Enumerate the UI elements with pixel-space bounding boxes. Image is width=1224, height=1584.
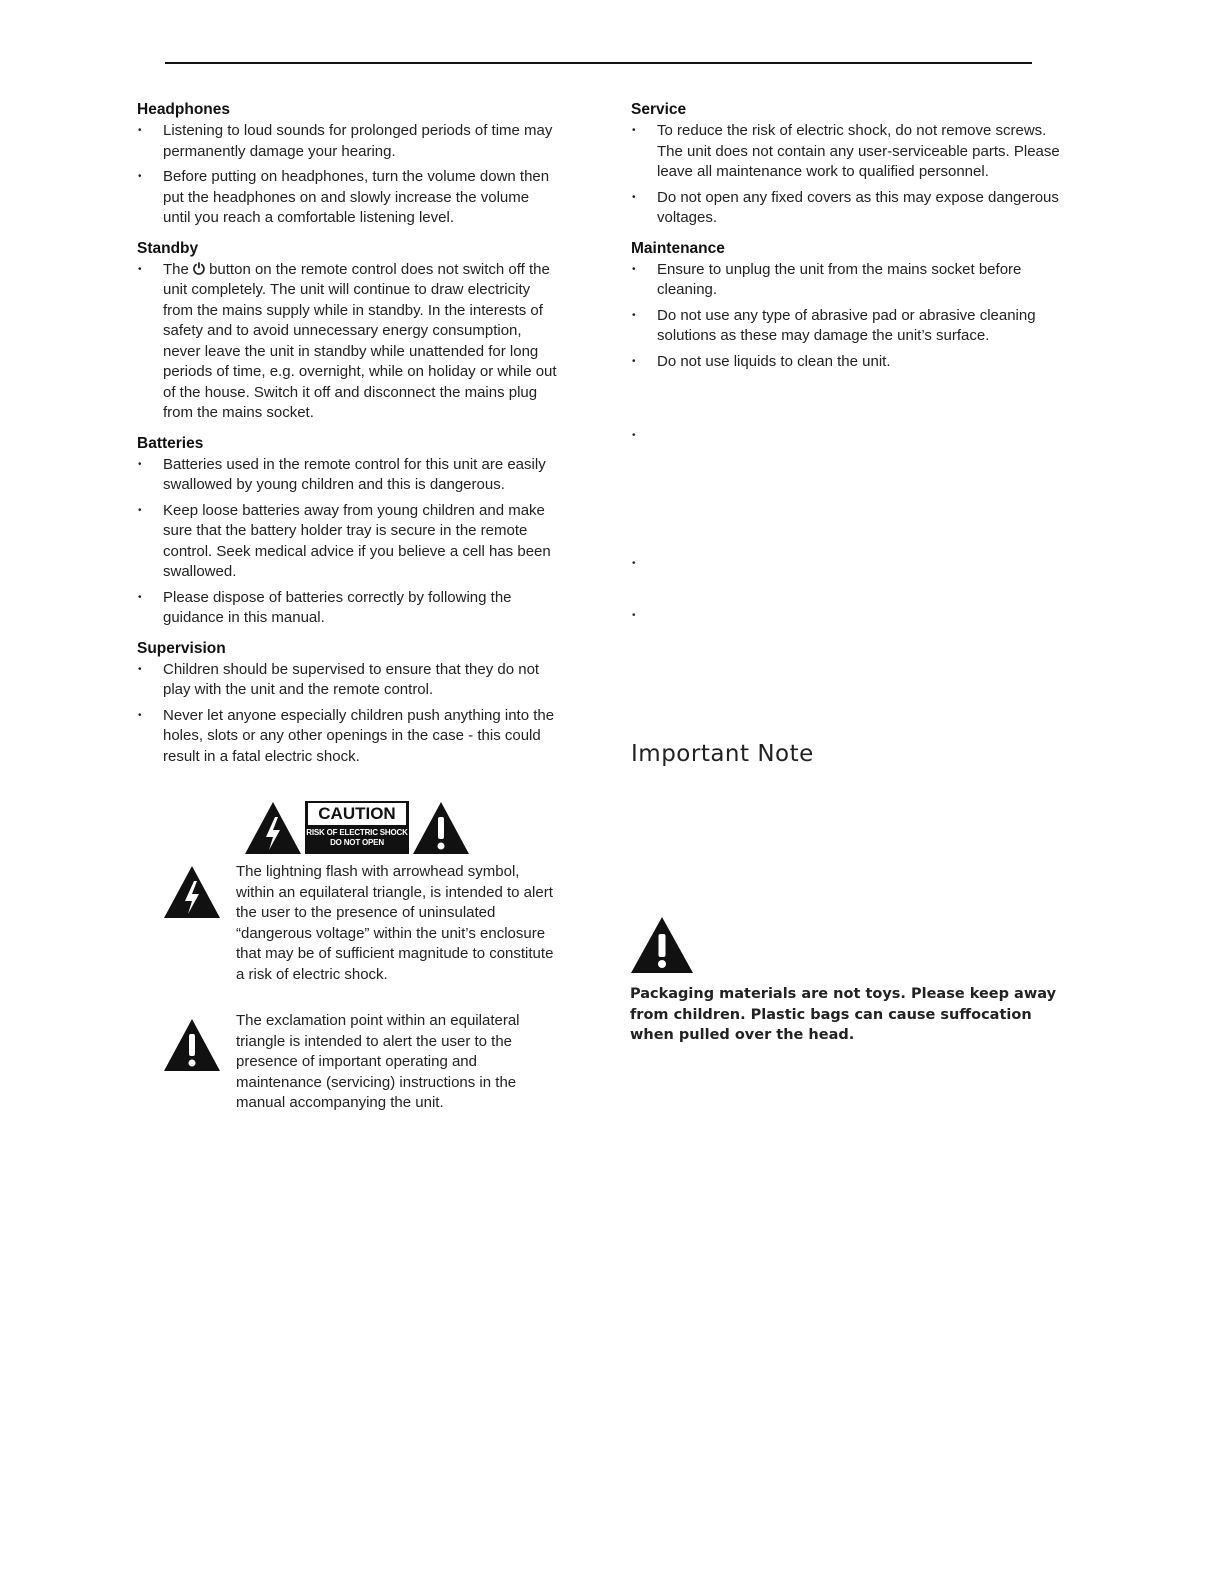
list-item: • Ensure to unplug the unit from the mains socket before cleaning. bbox=[631, 260, 1071, 301]
caution-line1: RISK OF ELECTRIC SHOCK bbox=[306, 828, 408, 837]
important-note-title: Important Note bbox=[631, 741, 814, 767]
packaging-warning: Packaging materials are not toys. Please keep away from children. Plastic bags can cause suffocation when pulled over the head. bbox=[630, 986, 1057, 1043]
section-title: Batteries bbox=[137, 434, 204, 452]
exclamation-symbol-text: The exclamation point within an equilateral triangle is intended to alert the user to the presence of important operating and maintenance (servicing) instructions in the manual accompanying the unit. bbox=[236, 1012, 520, 1111]
list-item: • Please dispose of batteries correctly by following the guidance in this manual. bbox=[137, 588, 557, 629]
headphones-section bbox=[137, 100, 557, 229]
list-item: • Children should be supervised to ensure that they do not play with the unit and the remote control. bbox=[137, 660, 557, 701]
section-title: Service bbox=[631, 101, 687, 118]
empty-bullet: • bbox=[632, 558, 636, 569]
list-item: • Do not open any fixed covers as this may expose dangerous voltages. bbox=[631, 188, 1071, 229]
list-item: • Do not use liquids to clean the unit. bbox=[631, 352, 1071, 373]
list-item: • Before putting on headphones, turn the volume down then put the headphones on and slowly increase the volume until you reach a comfortable listening level. bbox=[137, 167, 557, 229]
caution-box bbox=[305, 801, 409, 854]
exclamation-triangle-icon bbox=[630, 916, 694, 974]
top-rule bbox=[165, 62, 1032, 64]
empty-bullet: • bbox=[632, 610, 636, 621]
section-title: Headphones bbox=[137, 101, 231, 118]
left-column bbox=[137, 100, 557, 777]
exclamation-symbol-explanation bbox=[163, 1011, 563, 1121]
empty-bullet: • bbox=[632, 430, 636, 441]
list-item: • Do not use any type of abrasive pad or abrasive cleaning solutions as these may damage the unit’s surface. bbox=[631, 306, 1071, 347]
supervision-section bbox=[137, 639, 557, 768]
caution-label bbox=[244, 801, 474, 855]
lightning-triangle-icon bbox=[163, 865, 221, 919]
standby-section bbox=[137, 239, 557, 424]
lightning-symbol-text: The lightning flash with arrowhead symbol, within an equilateral triangle, is intended to alert the user to the presence of uninsulated “dangerous voltage” within the unit’s enclosure that may be of sufficient magnitude to constitute a risk of electric shock. bbox=[236, 863, 554, 983]
right-column bbox=[631, 100, 1071, 382]
section-title: Maintenance bbox=[631, 239, 725, 257]
power-icon: ⏻ bbox=[193, 260, 205, 278]
list-item bbox=[137, 260, 557, 424]
section-title: Standby bbox=[137, 239, 199, 257]
section-title: Supervision bbox=[137, 639, 226, 657]
maintenance-section bbox=[631, 239, 1071, 373]
exclamation-triangle-icon bbox=[163, 1018, 221, 1072]
list-item: • Batteries used in the remote control for this unit are easily swallowed by young children and this is dangerous. bbox=[137, 455, 557, 496]
service-section bbox=[631, 100, 1071, 229]
list-item: • Keep loose batteries away from young children and make sure that the battery holder tray is secure in the remote control. Seek medical advice if you believe a cell has been swallowed. bbox=[137, 501, 557, 583]
standby-text: button on the remote control does not switch off the unit completely. The unit will continue to draw electricity from the mains supply while in standby. In the interests of safety and to avoid unnecessary energy consumption, never leave the unit in standby while unattended for long periods of time, e.g. overnight, while on holiday or while out of the house. Switch it off and disconnect the mains plug from the mains socket. bbox=[163, 260, 557, 421]
caution-line2: DO NOT OPEN bbox=[330, 838, 384, 847]
list-item: • Listening to loud sounds for prolonged periods of time may permanently damage your hearing. bbox=[137, 121, 557, 162]
list-item: • To reduce the risk of electric shock, do not remove screws. The unit does not contain any user-serviceable parts. Please leave all maintenance work to qualified personnel. bbox=[631, 121, 1071, 183]
list-item: • Never let anyone especially children push anything into the holes, slots or any other openings in the case - this could result in a fatal electric shock. bbox=[137, 706, 557, 768]
batteries-section bbox=[137, 434, 557, 629]
caution-word: CAUTION bbox=[308, 803, 406, 825]
standby-prefix: The bbox=[163, 260, 189, 278]
lightning-triangle-icon bbox=[244, 801, 302, 855]
exclamation-triangle-icon bbox=[412, 801, 470, 855]
lightning-symbol-explanation bbox=[163, 862, 563, 1012]
